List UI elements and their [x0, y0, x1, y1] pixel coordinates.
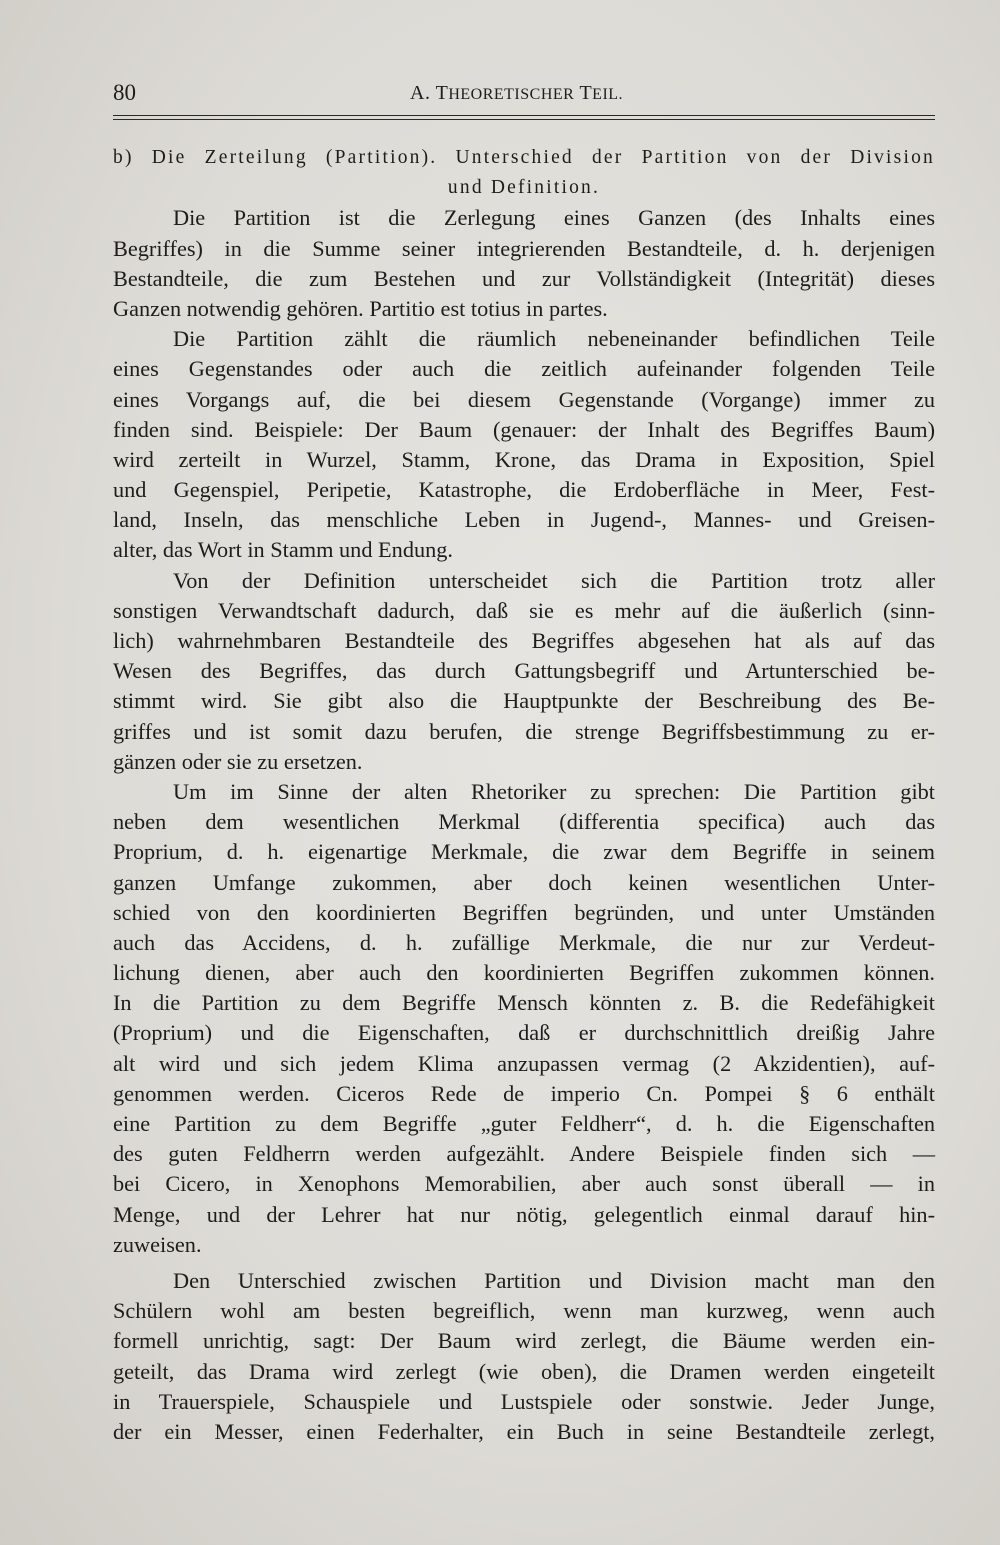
- text-line: Schülern wohl am besten begreiflich, wenn man kurzweg, wenn auch: [113, 1298, 935, 1324]
- section-heading-line-1: b) Die Zerteilung (Partition). Unterschied der Partition von der Division: [113, 147, 935, 168]
- running-head-initial: A. T: [410, 82, 449, 104]
- text-line: ganzen Umfange zukommen, aber doch keinen wesentlichen Unter-: [113, 869, 935, 895]
- text-line: eines Gegenstandes oder auch die zeitlich aufeinander folgenden Teile: [113, 356, 935, 382]
- header-rule-thin: [113, 119, 935, 120]
- running-head-mid: T: [574, 82, 593, 104]
- text-line: Begriffes) in die Summe seiner integrierenden Bestandteile, d. h. derjenigen: [113, 235, 935, 261]
- text-line: Ganzen notwendig gehören. Partitio est totius in partes.: [113, 295, 608, 321]
- text-line: lich) wahrnehmbaren Bestandteile des Begriffes abgesehen hat als auf das: [113, 628, 935, 653]
- running-head-smallcaps-1: HEORETISCHER: [448, 86, 575, 103]
- text-line: Den Unterschied zwischen Partition und Division macht man den: [173, 1267, 935, 1293]
- text-line: schied von den koordinierten Begriffen begründen, und unter Umständen: [113, 899, 935, 925]
- text-line: eine Partition zu dem Begriffe „guter Feldherr“, d. h. die Eigenschaften: [113, 1111, 935, 1136]
- text-line: wird zerteilt in Wurzel, Stamm, Krone, das Drama in Exposition, Spiel: [113, 446, 935, 472]
- text-line: (Proprium) und die Eigenschaften, daß er durchschnittlich dreißig Jahre: [113, 1020, 935, 1046]
- text-line: neben dem wesentlichen Merkmal (differentia specifica) auch das: [113, 809, 935, 835]
- text-line: Die Partition zählt die räumlich nebeneinander befindlichen Teile: [173, 326, 935, 352]
- text-line: alt wird und sich jedem Klima anzupassen vermag (2 Akzidentien), auf-: [113, 1050, 935, 1076]
- text-line: lichung dienen, aber auch den koordinierten Begriffen zukommen können.: [113, 960, 935, 986]
- text-line: Die Partition ist die Zerlegung eines Ganzen (des Inhalts eines: [173, 205, 935, 231]
- section-heading-line-2: und Definition.: [447, 177, 601, 199]
- text-line: griffes und ist somit dazu berufen, die strenge Begriffsbestimmung zu er-: [113, 718, 935, 744]
- text-line: sonstigen Verwandtschaft dadurch, daß sie es mehr auf die äußerlich (sinn-: [113, 597, 935, 623]
- text-line: eines Vorgangs auf, die bei diesem Gegenstande (Vorgange) immer zu: [113, 386, 935, 412]
- text-line: Wesen des Begriffes, das durch Gattungsbegriff und Artunterschied be-: [113, 658, 935, 684]
- text-line: und Gegenspiel, Peripetie, Katastrophe, die Erdoberfläche in Meer, Fest-: [113, 477, 935, 503]
- text-line: Um im Sinne der alten Rhetoriker zu sprechen: Die Partition gibt: [173, 778, 935, 804]
- text-line: in Trauerspiele, Schauspiele und Lustspiele oder sonstwie. Jeder Junge,: [113, 1388, 935, 1414]
- text-line: geteilt, das Drama wird zerlegt (wie oben), die Dramen werden eingeteilt: [113, 1358, 935, 1384]
- text-line: des guten Feldherrn werden aufgezählt. Andere Beispiele finden sich —: [113, 1141, 935, 1167]
- text-line: Menge, und der Lehrer hat nur nötig, gelegentlich einmal darauf hin-: [113, 1201, 935, 1227]
- text-line: Von der Definition unterscheidet sich die Partition trotz aller: [173, 567, 935, 593]
- text-line: bei Cicero, in Xenophons Memorabilien, aber auch sonst überall — in: [113, 1171, 935, 1197]
- text-line: Proprium, d. h. eigenartige Merkmale, die zwar dem Begriffe in seinem: [113, 839, 935, 865]
- text-line: formell unrichtig, sagt: Der Baum wird zerlegt, die Bäume werden ein-: [113, 1328, 935, 1354]
- text-line: auch das Accidens, d. h. zufällige Merkmale, die nur zur Verdeut-: [113, 929, 935, 955]
- page-number: 80: [113, 80, 136, 105]
- text-line: der ein Messer, einen Federhalter, ein Buch in seine Bestandteile zerlegt,: [113, 1418, 935, 1444]
- running-head: [410, 82, 623, 105]
- running-head-smallcaps-2: EIL.: [592, 86, 624, 103]
- text-line: Bestandteile, die zum Bestehen und zur Vollständigkeit (Integrität) dieses: [113, 265, 935, 291]
- text-line: alter, das Wort in Stamm und Endung.: [113, 537, 453, 563]
- text-line: land, Inseln, das menschliche Leben in Jugend-, Mannes- und Greisen-: [113, 507, 935, 533]
- header-rule-thick: [113, 115, 935, 116]
- body-text: [113, 143, 935, 1447]
- text-line: stimmt wird. Sie gibt also die Hauptpunkte der Beschreibung des Be-: [113, 688, 935, 714]
- text-line: In die Partition zu dem Begriffe Mensch könnten z. B. die Redefähigkeit: [113, 990, 935, 1016]
- text-line: genommen werden. Ciceros Rede de imperio Cn. Pompei § 6 enthält: [113, 1080, 935, 1106]
- page-header: [113, 80, 935, 114]
- text-line: gänzen oder sie zu ersetzen.: [113, 748, 363, 774]
- text-line: zuweisen.: [113, 1231, 202, 1257]
- text-line: finden sind. Beispiele: Der Baum (genauer: der Inhalt des Begriffes Baum): [113, 416, 935, 442]
